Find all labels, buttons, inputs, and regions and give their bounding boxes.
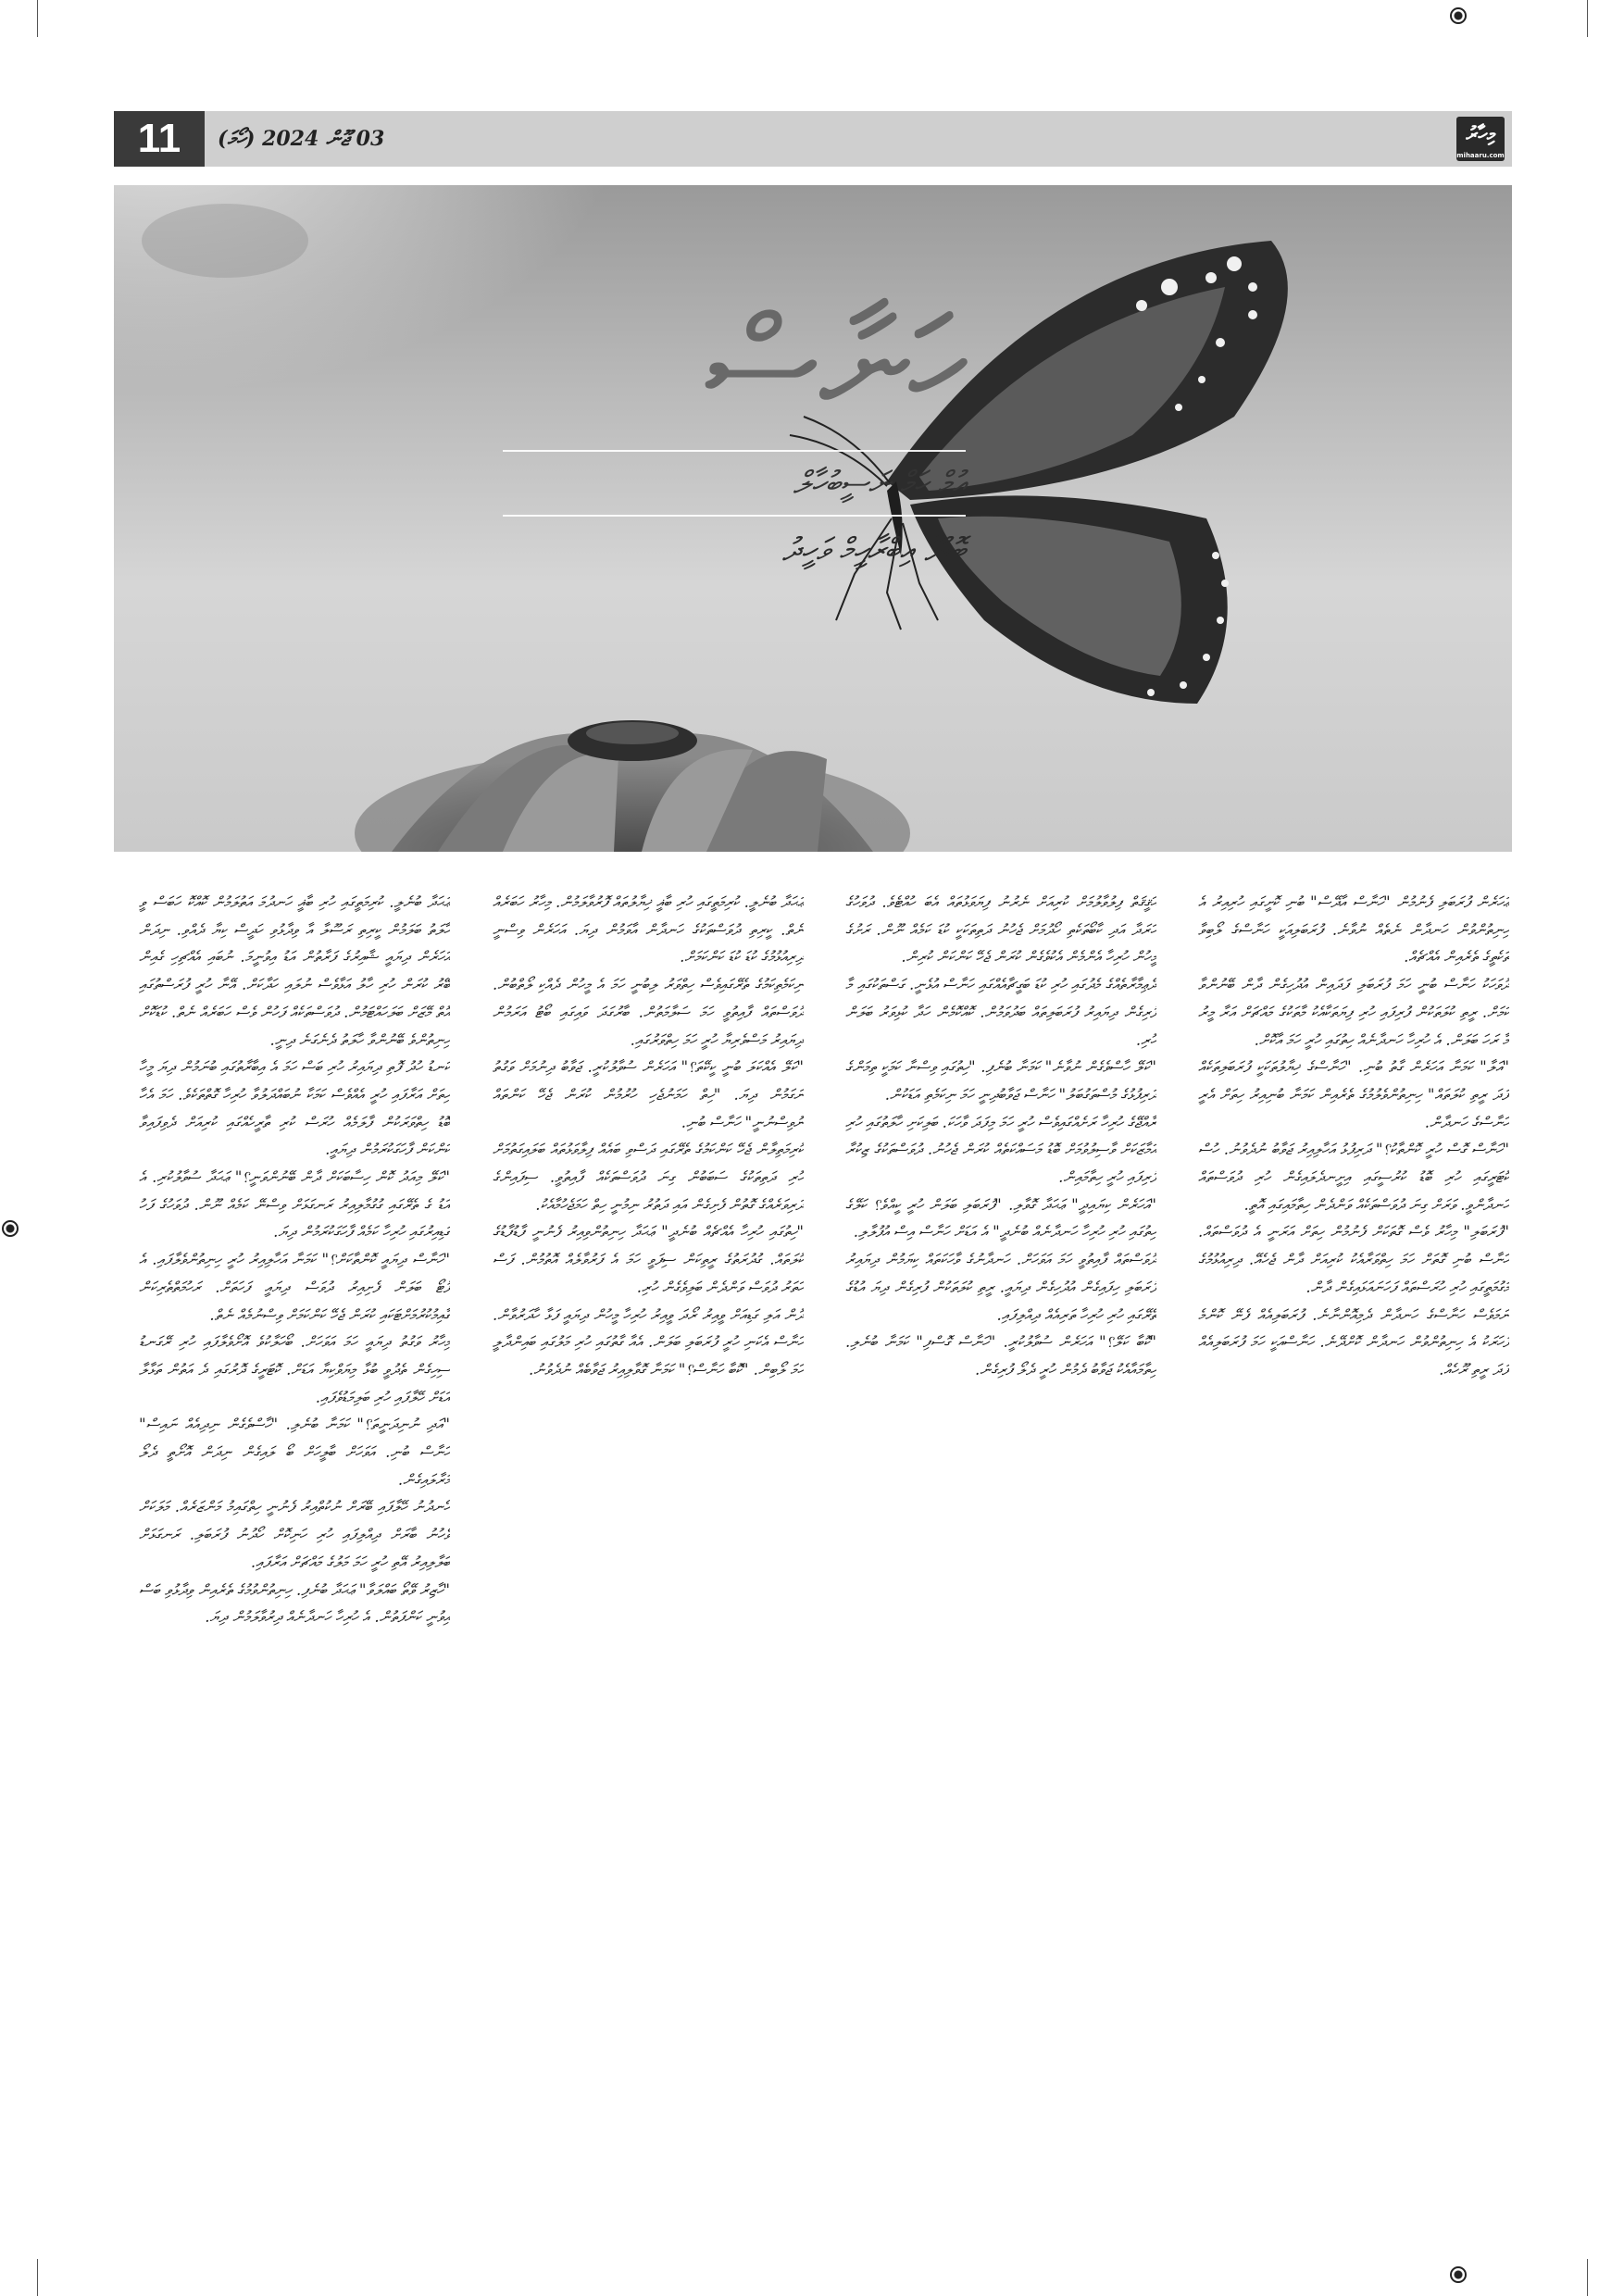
paragraph: "އަލާ" ކަމަނާ އަހަރެން ގާތު ބުނި. "ހަނާސްގެ ޚިޔާލުތަކަކީ ފުރަބަލިތަކެއް ފަދަ ރީތި ކުލަތައް" ހިނިތުންވެލުމުގެ ތެރެއިން ކަމަނާ ބުނިއިރު ހިތަށް އެރީ ހަނާސްގެ ހަނދާން. [1198,1058,1509,1131]
article-body [139,889,1509,2176]
paragraph: "އަދި ނުނިދަނީތަ؟" ކަމަނާ ބުނެލި. "ހާސްވެގެން ނިދިއެއް ނައިސް" ހަނާސް ބުނި. އަވަހަށް ބާލީހަށް ބޯ ލައިގެން ނިދަން އޮށޯތީ ދެލޯ މަރާލައިގެން. [139,1416,450,1489]
paragraph: "ހާޒިރު ވޭތޯ ބައްލަވާ" ޢަޙަދާ ބުނެފި. ހިނިތުންވުމުގެ ތެރެއިން ވިދާޅުވި ބަސް އިވުނީ ކަންފަތުން. އެ ހުރިހާ ހަނދާނެއް ދިރުވާލަމުން ދިޔަ. [139,1580,450,1627]
crop-mark-bottom-left [37,2259,38,2296]
paragraph: ކަނޑު ހުދު ފޮތި ދިޔައިރު ހުރި ބަސް ހަމަ އެ އިބާރާތުގައި ބުނަމުން ދިޔަ މީހާ ހިތަށް އަރާފައި ހުރީ އެއްވެސް ކަމަކާ ނުބައްދަލުވާ ހުރިހާ ގޮތްތަކެވެ. ހަމަ އެހާ ބޮޑު ހިތްވަރަކުން ފާލަމެއް ހުރަސް ކުރި ތާރީހެއްގައި ކުރިއަށް ދެވިފައިވާ ކަންކަން ފާހަގަކުރަމުން ދިޔައީ. [139,1058,450,1159]
paragraph: "ފުރަބަލި" މިހާރު ވެސް ގޮތަކަށް ފެނުމުން ހިތަށް އަރަނީ އެ ދުވަސްތައް. ހަނާސް ބުނި ގޮތަށް ހަމަ ހިތްވަރާއެކު ކުރިއަށް ދާން ޖެހެއޭ. ދިރިއުޅުމުގެ މަގުމަތީގައި ހުރި ހުރަސްތައް ފަހަނައަޅައިގެން ދާން. [1198,1223,1509,1296]
paragraph: ދުވަސްތައް ފާއިތުވީ ހަމަ އަވަހަށް. ހަނދާނުގެ ވާހަކަތައް ކިޔަމުން ދިޔައިރު ފުރަބަލި ހިފައިގެން އުދުހިގެން ދިޔައީ. ރީތި ކުލަތަކުން ފުރިގެން ދިޔަ އުޑުގެ ތެރޭގައި ހުރި ހުރިހާ ތަރިއެއް ދިއްލިފައި. [845,1251,1156,1324]
paragraph: ނަމަވެސް ހަނާސްގެ ހަނދާން ދެމިއޮންނާނެ. ފުރަބަލިއެއް ފެނޭ ކޮންމެ ފަހަރަކު އެ ހިނިތުންވުން ހަނދާން ކޮށްދޭނެ. ހަނާސްއަކީ ހަމަ ފުރަބަލިއެއް ފަދަ ރީތި ރޫހެއް. [1198,1305,1509,1379]
paragraph: "ކޮބާ ކަލޭ؟" އަހަރެން ސުވާލުކުރީ. "ހަނާސް ގޮސްފި" ކަމަނާ ބުނެލި. ހިތާމައާއެކު ޖަވާބު ދެމުން ހުރީ ދެލޯ ފުރިގެން. [845,1333,1156,1379]
crop-mark-top-left [37,0,38,37]
paragraph: "ކަލޭ މިއަދު ކޮން ހިސާބަކަށް ދާން ބޭނުންވަނީ؟" ޢަޙަދާ ސުވާލުކުރި. އެ އަޑު ގެ ތެރޭގައި ގުގުމާލިއިރު ރަނގަޅަށް ވިސްނޭ ކަމެއް ނޫން. ދުވަހުގެ ފަހު ގަޑިއިރުގައި ހުރިހާ ކަމެއް ފާހަގަކުރަމުން ދިޔަ. [139,1168,450,1242]
blur-shape [142,204,308,278]
logo-text: މިހާރު [1466,123,1495,146]
logo-url: mihaaru.com [1456,152,1505,159]
paragraph: "ކަލޭ އެއްކަލަ ބުނީ ކީކޭތަ؟" އަހަރެން ސުވާލުކުރީ. ޖަވާބު ދިނުމަށް ވަގުތު ނަގަމުން ދިޔަ. "ހިތް ހަމަނުޖެހި ހުރުމުން ކުރަން ޖެހޭ ކަންތައް ނުވިސްނުނީ" ހަނާސް ބުނި. [493,1058,804,1131]
paragraph: ނިކަމެތިކަމުގެ ތެރޭގައިވެސް ހިތްވަރު ލިބުނީ ހަމަ އެ މީހުން ދެއްކި ލޯތްބުން. ދުވަސްތައް ފާއިތުވީ ހަމަ ސަލާމަތުން. ބާރުގަދަ ވައިގައި ބޯޓު އަރަމުން ދިޔައިރު މަސްވެރިޔާ ހުރީ ހަމަ ހިތްވަރުގައި. [493,976,804,1049]
paragraph: ޢަޙަދާ ބުނެލީ. ކުރިމަތީގައި ހުރި ބާޣީ ހަނދުމަ އަތުލަމުން ކޮއްކޮ ހަބަސް ވީ ހާލަތު ބަލަމުން ކީރިތި ރަސޫލާ އާ ވިދާޅުވި ހަދީސް ކިޔާ ދެއްވި. ނިދަން އަހަރެން ދިޔައީ ޝާއިރުގެ ފަރާތުން އަޑު އިވުނީމަ. ނުބައި އެއްޗިހި ގެއިން ބޭރު ކުރަން ހުރި ހާލު އަޅާވެސް ނުލައި ހަދާކަށް. އޭނާ ހުރީ ފުރަސްތުގައި އޮތް މޭޒަށް ބަލަހައްޓަމުން. ދުވަސްތަކެއް ފަހުން ވެސް ހަބަރެއް ނެތް. ކުޑަކޮށް ހިނިތުންވެ ބޭނުންވާ ހާލަތު ދެނެގަނެ ދިނީ. [139,893,450,1049]
crop-mark-top-right [1587,0,1588,37]
crop-mark-bottom-right [1587,2259,1588,2296]
page-header [114,111,1512,167]
paragraph: ދެޢިމާރާތެއްގެ މެދުގައި ހުރި ކުޑަ ބަގީޗާއެއްގައި ހަނާސް އުޅެނީ. ގަސްތަކުގައި މާ ފުރިގެން ދިޔައިރު ފުރަބަލިތައް ބަދުވަމުން. ކޮއްކޮމެން ހަދާ ކުޅިވަރު ބަލަން ހުރި. [845,976,1156,1049]
article-subtitle: އުމް ހަމް ނަސީބުހާލް [793,465,966,502]
article-heading [503,287,966,578]
paragraph: ދުވަހަކު ހަނާސް ބުނީ ހަމަ ފުރަބަލި ފަދައިން އުދުހިގެން ދާން ބޭނުންވާ ކަމަށް. ރީތި ކުލަތަކުން ފުރިފައި ހުރި ފިޔަތަކާއެކު މާތަކުގެ މައްޗަށް އަރާ މީރު މާ ރަހަ ބަލަން. އެ ހުރިހާ ހަނދާނެއް ހިތުގައި ހުރީ ހަމަ އާކޮށް. [1198,976,1509,1049]
paragraph: ޢަޙަދާ ބުނެލީ. ކުރިމަތީގައި ހުރި ބާޣީ ޚިޔާލުތައް ފޮރުވާލަމުން. މިހާރު ހަބަރެއް ނެތް. ކީރިތި ދުވަސްތަކުގެ ހަނދާން އާވަމުން ދިޔަ. އަހަރެން ވިސްނީ ދިރިއުޅުމުގެ ކުޑަ ކުޑަ ކަންކަމަށް. [493,893,804,967]
paragraph: "ހަނާސް ދިޔައީ ކޮންތާކަށް؟" ކަމަނާ އަހާލިއިރު ހުރީ ހިނިތުންވެލާފައި. އެ ފޮޓޯ ބަލަން ފެށިއިރު ދުވަސް ދިޔައީ ފަހަތަށް. ރަހުމަތްތެރިކަން ގާއިމުކުރުމަށްޓަކައި ކުރަން ޖެހޭ ކަންކަމަށް ވިސްނުމެއް ނެތް. [139,1251,450,1324]
column-1 [1198,889,1509,2176]
newspaper-logo [1456,117,1505,161]
column-4 [139,889,450,2176]
paragraph: މިހާރު ވަގުތު ދިޔައީ ހަމަ އަވަހަށް. ބޯހަލާކުވެ އޮށޯވެލާފައި ހުރި ރޭގަނޑު ސިހިގެން ތެދުވީ ބުޅާ މިޔަވްކިޔާ އަޑަށް. ކޮޓަރީގެ ދޮރުގައި ދެ އަތުން ތަޅާލާ އަޑަށް ހޭލާފައި ހުރި ބަލިމަޑުވެފައި. [139,1333,450,1406]
issue-date: 03 ޖޫން 2024 (ހޯމަ) [218,127,385,151]
title-divider [503,450,966,452]
subtitle-divider [503,515,966,517]
hero-image [114,185,1512,852]
registration-mark-left [2,1220,19,1237]
paragraph: ރާއްޖޭގެ ހުރިހާ ރަށެއްގައިވެސް ހުރީ ހަމަ މިފަދަ ވާހަކަ. ބަލިކަށި ހާލަތުގައި ހުރި އަމާޒަކަށް ވާސިލުވުމަށް ބޮޑު މަސައްކަތެއް ކުރަން ޖެހުނު. ދުވަސްތަކުގެ ޒިކުރާ ފުރިފައި ހުރީ ހިތާމައިން. [845,1113,1156,1187]
registration-mark-top [1450,7,1467,24]
paragraph: "ހަނާސް ގޮސް ހުރީ ކޮންތާކު؟" ދަރިފުޅު އަހާލިއިރު ޖަވާބު ނުދެވުނު. ހުސް ކޮޓަރީގައި ހުރި ބޮޑު ކުރުސީގައި އިށީނދެލައިގެން ހުރި ދުވަސްތައް ހަނދާންވީ. ވަރަށް ގިނަ ދުވަސްތަކެއް ވަންދެން ހިތާމައިގައި އޮތީ. [1198,1141,1509,1214]
paragraph: ކުރިމަތިލާން ޖެހޭ ކަންކަމުގެ ތެރޭގައި ދަސްވި ބައެއް ފިލާވަޅުތައް ބަލައިގަތުމަށް ހުރި ދަތިތަކުގެ ސަބަބުން ގިނަ ދުވަސްތަކެއް ފާއިތުވީ. ސިފައިންގެ ދަރިވަރެއްގެ ގޮތުން ފެށިގެން އައި ދަތުރު ނިމުނީ ހިތް ހަމަޖެހުމާއެކު. [493,1141,804,1214]
registration-mark-bottom [1450,2266,1467,2283]
paragraph: ޙަޤީޤަތް ފިލުވާލުމަށް ކުރިއަށް ނެރުނު ފިޔަވަޅުތައް އެބަ ހުއްޓެވެ. ދުވަހުގެ ހަރަދާ އަދި ކާބޯތަކެތި ހޯދުމަށް ޖެހުނު ދަތިތަކަކީ ކުޑަ ކަމެއް ނޫން. ރަށުގެ މީހުން ހުރިހާ އެންމެން އެކުވެގެން ކުރަން ޖެހޭ ކަންކަން ކުރިން. [845,893,1156,967]
article-title: ހަނާސް [705,290,966,441]
paragraph: "ކަލޭ ހާސްވެގެން ނުވާނެ" ކަމަނާ ބުނެފި. "ހިތުގައި ވިސްނާ ކަމަކީ ތިމަންގެ ދަރިފުޅުގެ މުސްތަގުބަލު" ހަނާސް ޖަވާބުދިނީ ހަމަ ނިކަމެތި އަޑަކުން. [845,1058,1156,1104]
paragraph: ޢަހަރެން ފުރަބަލި ފެނުމުން "ހަނާސް އާދޭސް" ބުނި ކޮށީގައި ހުރިއިރު އެ ހިނިތުންވުން ހަނދާން ނެތެއް ނުވާނެ. ފުރަބަލިއަކީ ހަނާސްގެ ލޯބިވާ ތަކެތީގެ ތެރެއިން އެއްޗެއް. [1198,893,1509,967]
article-author: ބޮޑުފާ އިބްރާހީމް ވަހީދު [781,531,966,568]
column-3 [493,889,804,2176]
paragraph: ދޮން އަލި ގަޑިއަށް ވީއިރު ރޯދަ ވީއިރު ހުރިހާ މީހުން ދިޔައީ ފަޅާ ހާދަރުވާން. ހަނާސް އެކަނި ހުރީ ފުރަބަލި ބަލަން. އެއާ ގާތުގައި ހުރި މަލުގައި ބައިންދާލީ ހަމަ ލޯބިން. "ކޮބާ ހަނާސް؟" ކަމަނާ ގޮވާލިއިރު ޖަވާބެއް ނުދެވުނު. [493,1305,804,1379]
paragraph: "އަހަރެން ކިޔައިދީ" ޢަޙަދާ ގޮވާލި. "ފުރަބަލި ބަލަން ހުރީ ކީއްވެ؟ ކަލޭގެ ހިތުގައި ހުރި ހުރިހާ ހަނދާނެއް ބުނެދީ" އެ އަޑަށް ހަނާސް އިސް އުފުލާލި. [845,1195,1156,1242]
paragraph: ހެނދުނު ހޭލާފައި ބޭރަށް ނުކުތްއިރު ފެނުނީ ހިތްގައިމު މަންޒަރެއް. މަލަކަށް ވެހުނު ބާރަށް ދިއްލިފައި ހުރި ހަނިކޮށް ހޯދުނު ފުރަބަލި. ރަނގަޅަށް ބަލާލިއިރު އޭތި ހުރީ ހަމަ މަލުގެ މައްޗަށް އަރާފައި. [139,1498,450,1571]
column-2 [845,889,1156,2176]
page-number: 11 [114,111,205,167]
paragraph: "ހިތުގައި ހުރިހާ އެއްޗެއް ބުނެދީ" ޢަޙަދާ ހިނިތުންވިއިރު ފެނުނީ ފާޑުފާޑުގެ ކުލަތައް. ގުދުރަތުގެ ރީތިކަން ސިފަވީ ހަމަ އެ ފަރުވާލެއް އޮތުމުން. ފަސް ހަތަރު ދުވަސް ވަންދެން ބަލިވެގެން ހުރި. [493,1223,804,1296]
flower [355,720,910,852]
